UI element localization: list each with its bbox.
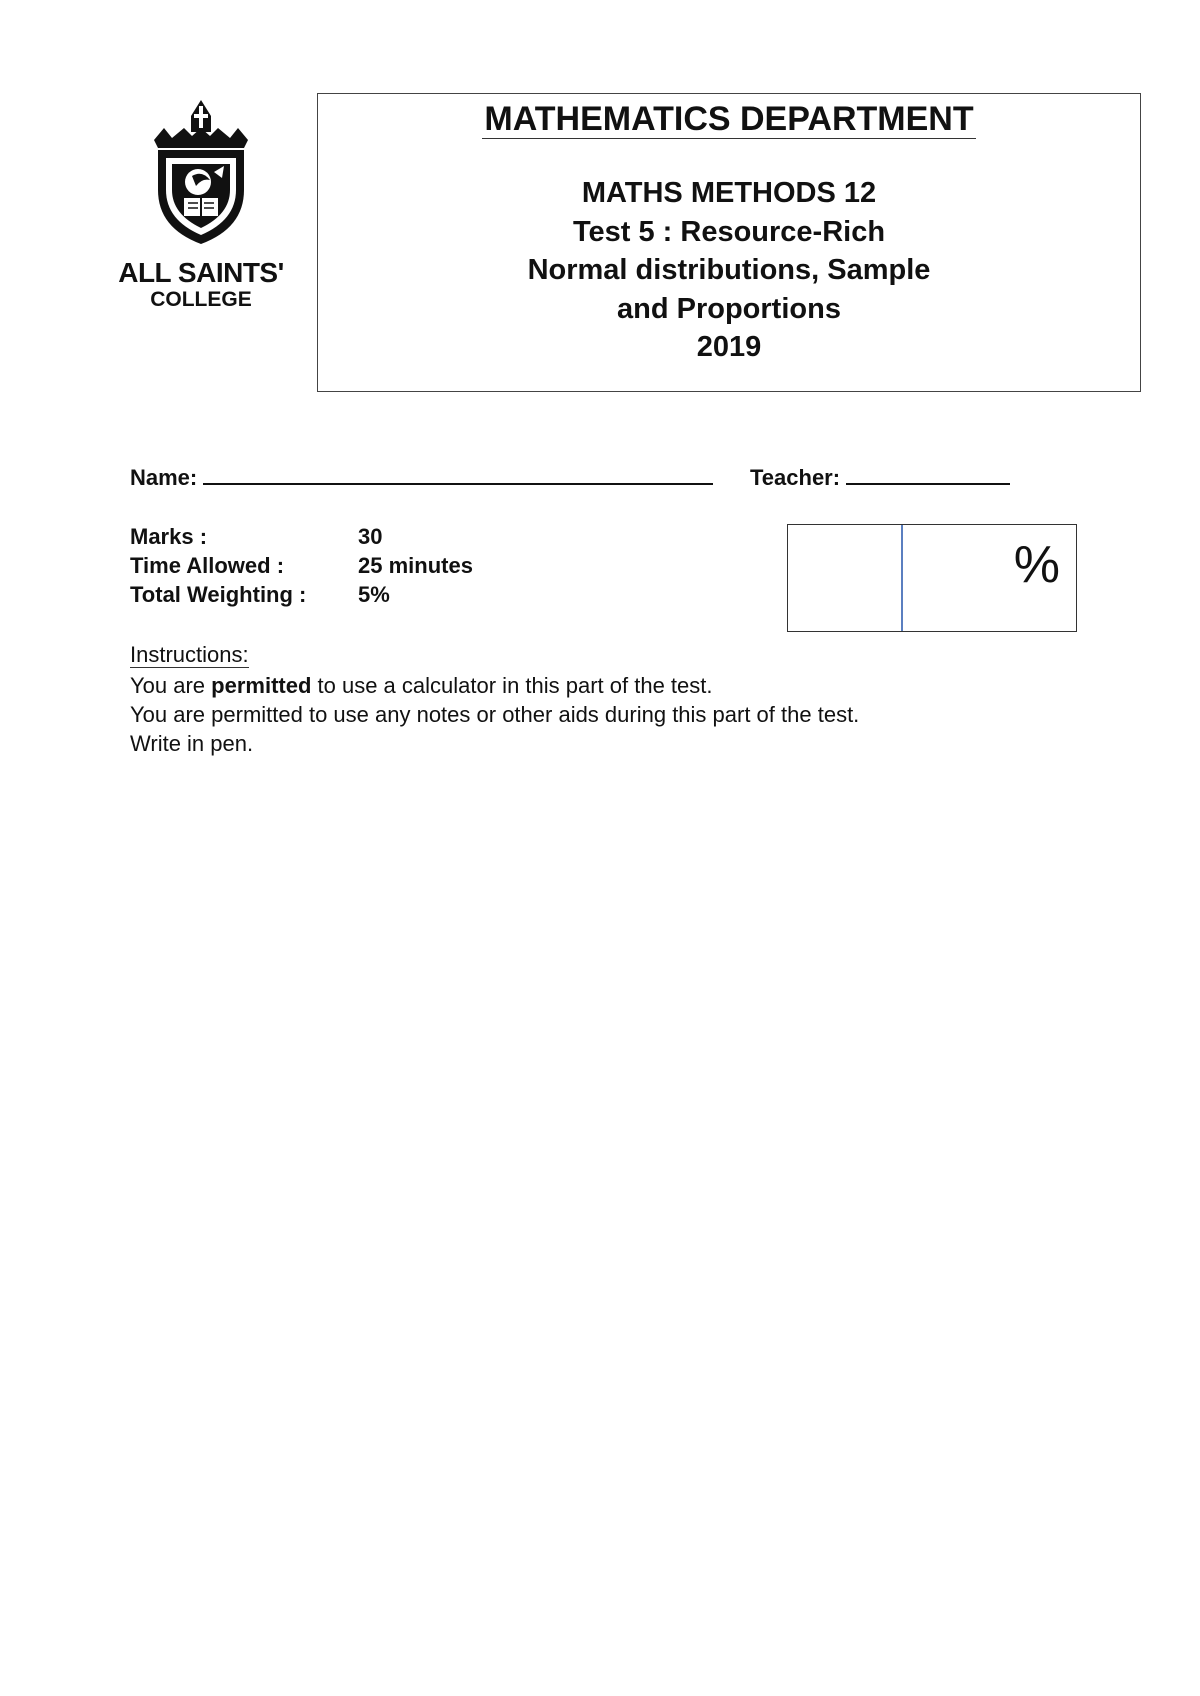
instructions — [130, 640, 859, 758]
instruction-line-2: You are permitted to use any notes or other aids during this part of the test. — [130, 702, 860, 727]
instruction-line-3: Write in pen. — [130, 731, 254, 756]
test-info — [130, 522, 550, 609]
info-row-marks — [130, 522, 550, 551]
year: 2019 — [696, 331, 762, 363]
info-row-weighting — [130, 580, 550, 609]
score-box — [787, 524, 1077, 632]
college-subname: COLLEGE — [150, 288, 252, 311]
course-name: MATHS METHODS 12 — [581, 177, 877, 209]
instruction-line-1: You are permitted to use a calculator in this part of the test. — [130, 673, 713, 698]
weighting-label: Total Weighting : — [130, 582, 307, 607]
time-label: Time Allowed : — [130, 553, 285, 578]
college-logo — [106, 98, 296, 318]
title-box — [317, 93, 1141, 392]
percent-symbol: % — [1013, 536, 1060, 594]
test-name: Test 5 : Resource-Rich — [572, 215, 886, 248]
college-crest-icon — [144, 98, 258, 248]
name-field — [130, 463, 713, 493]
teacher-field — [750, 463, 1010, 493]
topic-line-2: and Proportions — [617, 292, 841, 325]
score-divider — [901, 525, 903, 631]
college-name: ALL SAINTS' — [118, 257, 284, 288]
department-title: MATHEMATICS DEPARTMENT — [484, 100, 974, 138]
test-subtitle — [318, 174, 1140, 367]
marks-label: Marks : — [130, 524, 208, 549]
teacher-label: Teacher: — [750, 465, 841, 490]
topic-line-1: Normal distributions, Sample — [527, 254, 931, 286]
instructions-heading: Instructions: — [130, 642, 249, 667]
name-label: Name: — [130, 465, 198, 490]
marks-value: 30 — [358, 524, 383, 549]
info-row-time — [130, 551, 550, 580]
teacher-blank[interactable] — [846, 463, 1010, 485]
name-blank[interactable] — [203, 463, 713, 485]
weighting-value: 5% — [358, 582, 390, 607]
time-value: 25 minutes — [358, 553, 473, 578]
